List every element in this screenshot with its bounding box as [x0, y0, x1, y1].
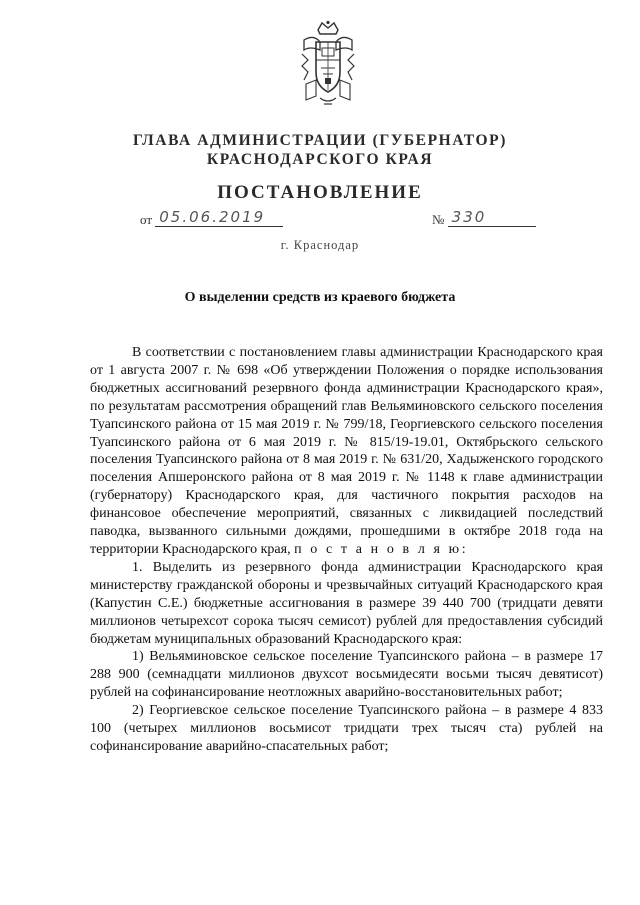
handwritten-date: 05.06.2019	[155, 208, 283, 227]
document-number-row	[432, 210, 536, 229]
document-subject: О выделении средств из краевого бюджета	[184, 290, 456, 305]
document-body	[90, 344, 603, 756]
coat-of-arms-emblem	[296, 20, 360, 108]
authority-title-line-2: КРАСНОДАРСКОГО КРАЯ	[206, 151, 434, 168]
number-prefix: №	[432, 212, 445, 227]
resolve-phrase: п о с т а н о в л я ю:	[294, 541, 469, 557]
handwritten-number: 330	[448, 208, 536, 227]
document-date-row	[140, 210, 283, 229]
document-type-title: ПОСТАНОВЛЕНИЕ	[217, 182, 423, 203]
authority-title-line-1: ГЛАВА АДМИНИСТРАЦИИ (ГУБЕРНАТОР)	[133, 132, 507, 149]
subclause-2-paragraph: 2) Георгиевское сельское поселение Туапсинского района – в размере 4 833 100 (четырех миллионов восьмисот тридцати трех тысяч ста) рублей на софинансирование аварийно-спасательных работ;	[90, 703, 603, 754]
issue-city: г. Краснодар	[280, 238, 360, 252]
clause-1-paragraph: 1. Выделить из резервного фонда администрации Краснодарского края министерству гражданской обороны и чрезвычайных ситуаций Краснодарского края (Капустин С.Е.) бюджетные ассигнования в размере 39 440 700 (тридцати девяти миллионов четырехсот сорока тысяч семисот) рублей для предоставления субсидий бюджетам муниципальных образований Краснодарского края:	[90, 559, 603, 647]
date-prefix: от	[140, 212, 153, 227]
preamble-text: В соответствии с постановлением главы администрации Краснодарского края от 1 августа 2007 г. № 698 «Об утверждении Положения о порядке использования бюджетных ассигнований резервного фонда администрации Краснодарского края», по результатам рассмотрения обращений глав Вельяминовского сельского поселения Туапсинского района от 15 мая 2019 г. № 799/18, Георгиевского сельского поселения Туапсинского района от 6 мая 2019 г. № 815/19-19.01, Октябрьского сельского поселения Туапсинского района от 8 мая 2019 г. № 631/20, Хадыженского городского поселения Апшеронского района от 8 мая 2019 г. № 1148 к главе администрации (губернатору) Краснодарского края, для частичного покрытия расходов на финансовое обеспечение мероприятий, связанных с ликвидацией последствий паводка, вызванного сильными дождями, прошедшими в октябре 2018 года на территории Краснодарского края,	[90, 345, 603, 557]
subclause-1-paragraph: 1) Вельяминовское сельское поселение Туапсинского района – в размере 17 288 900 (семнадцати миллионов двухсот восьмидесяти восьми тысяч девятисот) рублей на софинансирование неотложных аварийно-восстановительных работ;	[90, 649, 603, 701]
preamble-paragraph	[90, 344, 603, 559]
